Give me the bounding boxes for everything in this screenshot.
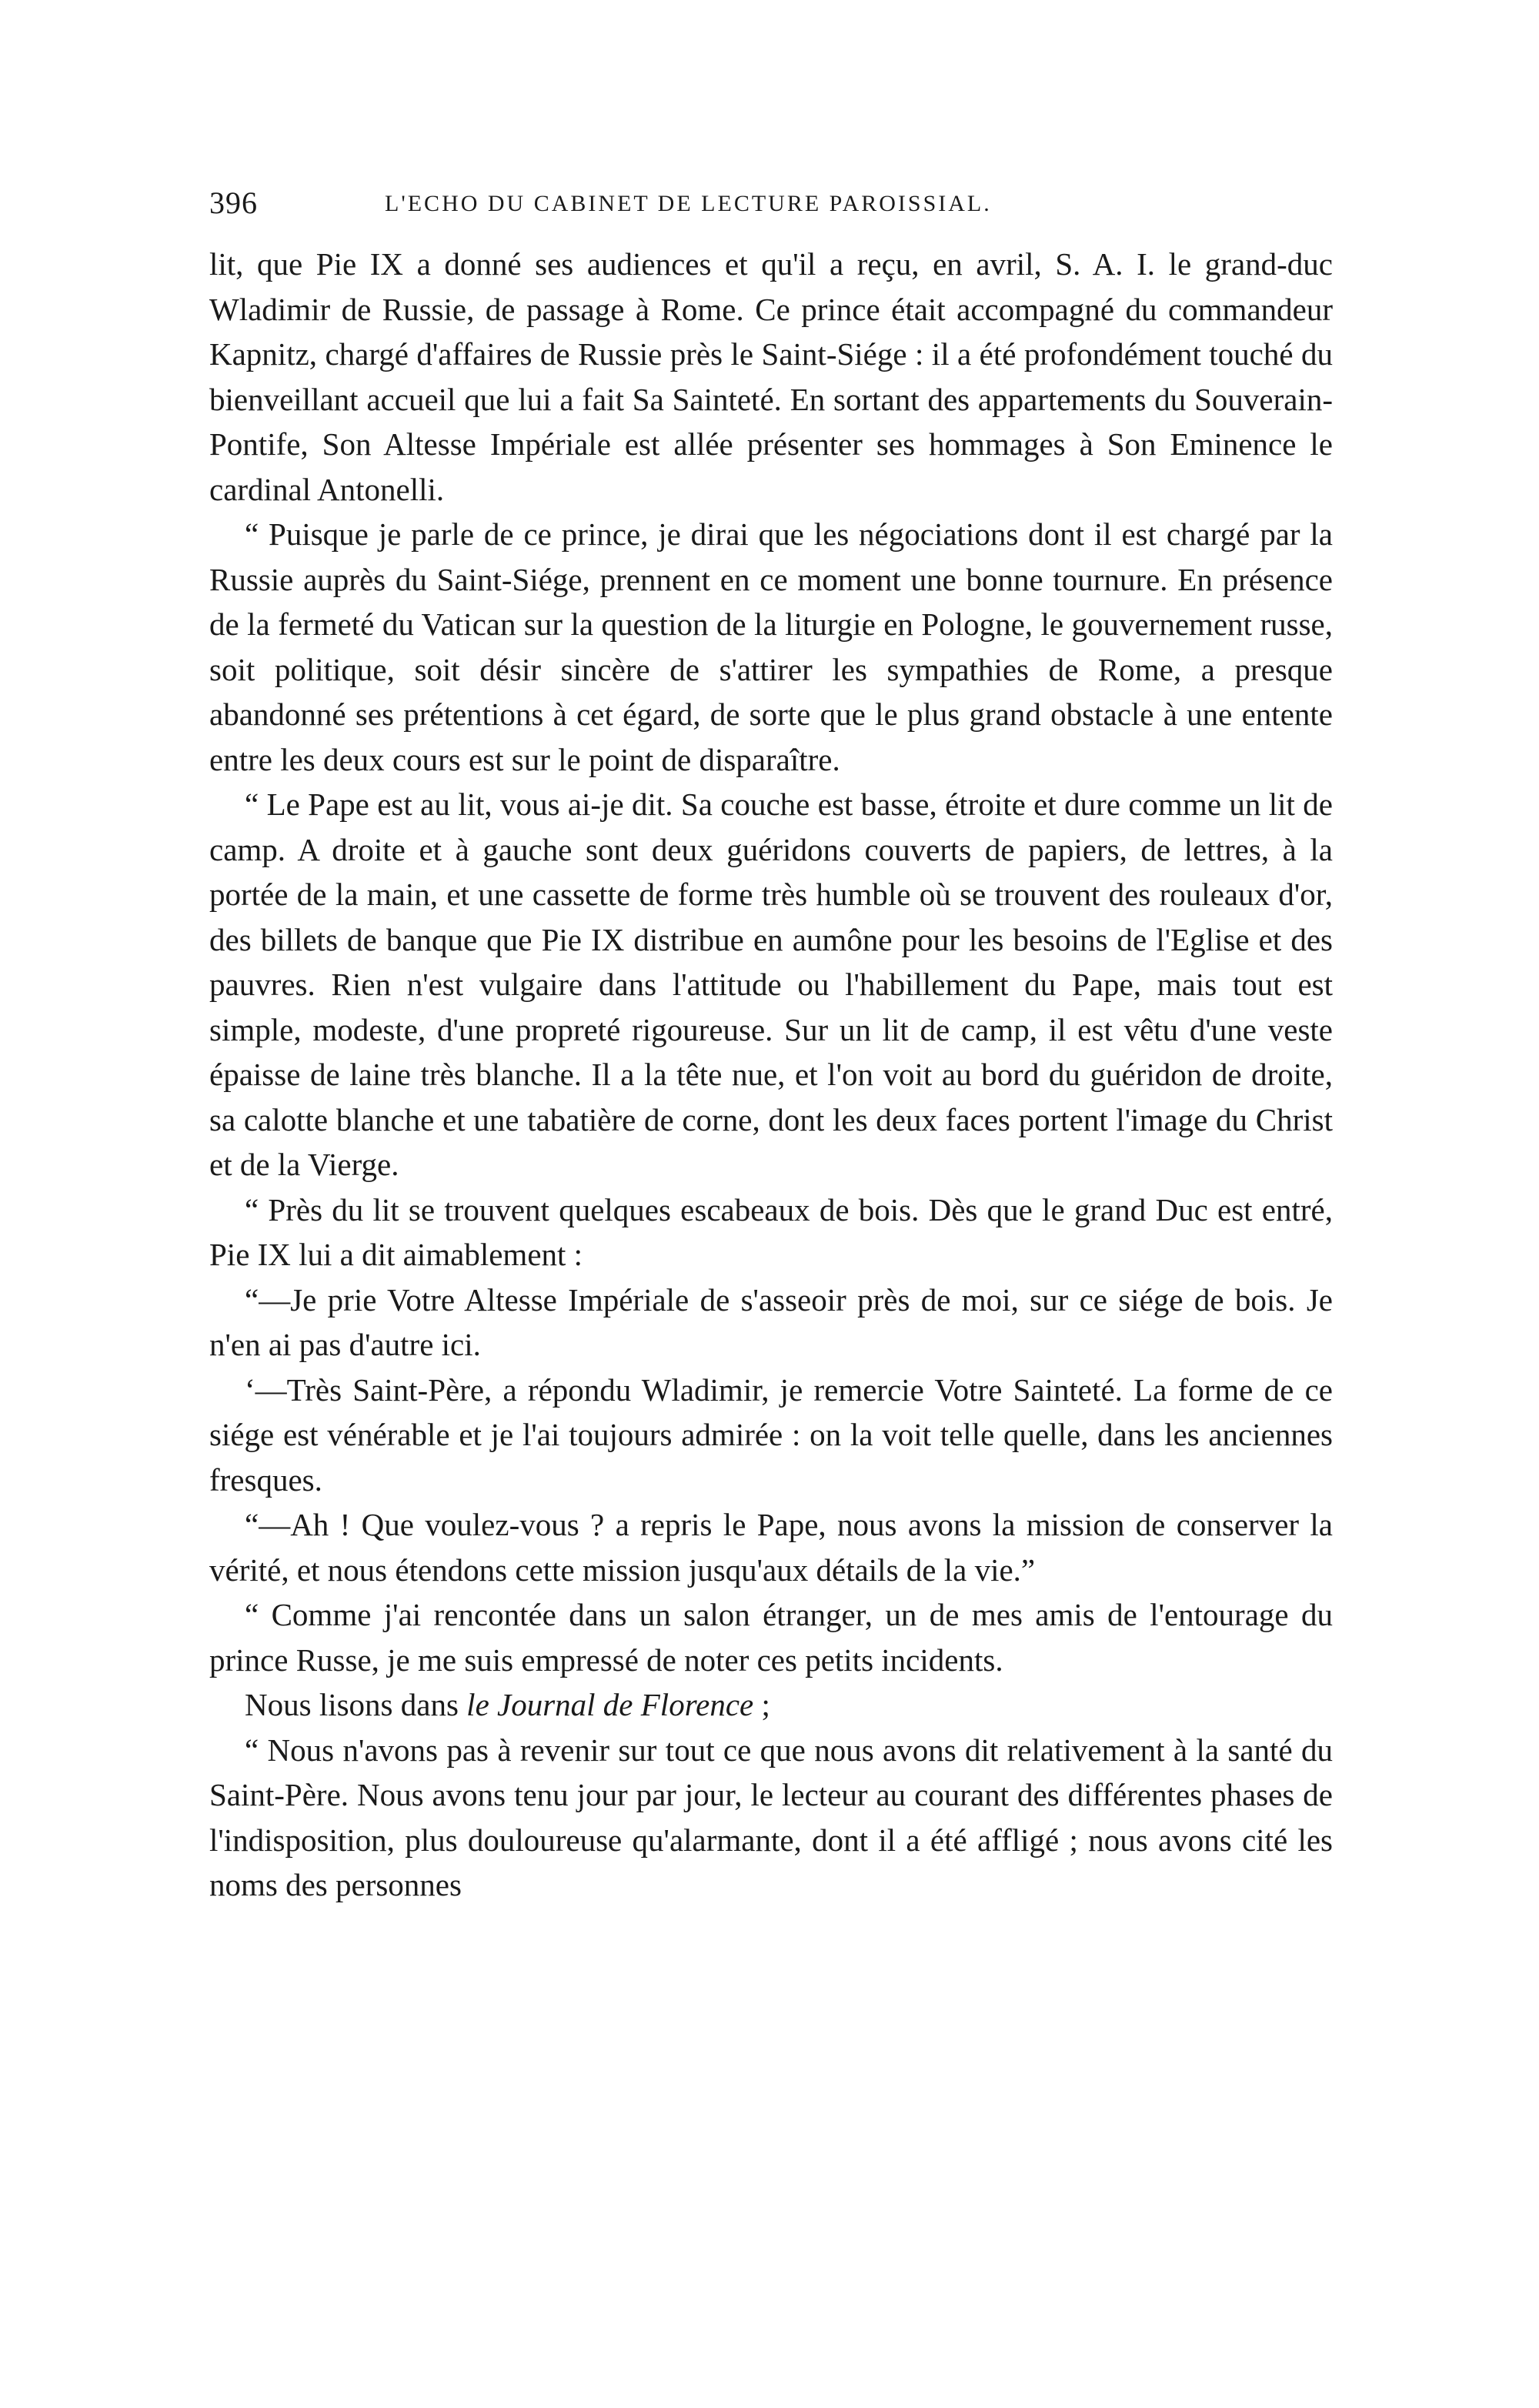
source-intro-text: Nous lisons dans — [245, 1687, 467, 1722]
paragraph: “ Nous n'avons pas à revenir sur tout ce que nous avons dit relativement à la santé du Saint-Père. Nous avons tenu jour par jour, le lecteur au courant des différentes phases de l'indisposition, plus douloureuse qu'alarmante, dont il a été affligé ; nous avons cité les noms des personnes — [209, 1732, 1333, 1902]
document-page — [209, 185, 1333, 1908]
running-head: L'ECHO DU CABINET DE LECTURE PAROISSIAL. — [385, 191, 992, 216]
page-number: 396 — [209, 185, 258, 220]
paragraph: “ Puisque je parle de ce prince, je dirai que les négociations dont il est chargé par la Russie auprès du Saint-Siége, prennent en ce moment une bonne tournure. En présence de la fermeté du Vatican sur la question de la liturgie en Pologne, le gouvernement russe, soit politique, soit désir sincère de s'attirer les sympathies de Rome, a presque abandonné ses prétentions à cet égard, de sorte que le plus grand obstacle à une entente entre les deux cours est sur le point de disparaître. — [209, 516, 1333, 777]
paragraph: “ Comme j'ai rencontée dans un salon étranger, un de mes amis de l'entourage du prince Russe, je me suis empressé de noter ces petits incidents. — [209, 1597, 1333, 1678]
source-intro-punct: ; — [753, 1687, 770, 1722]
paragraph-source-intro — [209, 1682, 1333, 1728]
journal-title: le Journal de Florence — [466, 1687, 754, 1722]
paragraph-dialogue: “—Ah ! Que voulez-vous ? a repris le Pape, nous avons la mission de conserver la vérité, et nous étendons cette mission jusqu'aux détails de la vie.” — [209, 1507, 1333, 1588]
paragraph-continued: lit, que Pie IX a donné ses audiences et qu'il a reçu, en avril, S. A. I. le grand-duc Wladimir de Russie, de passage à Rome. Ce prince était accompagné du commandeur Kapnitz, chargé d'affaires de Russie près le Saint-Siége : il a été profondément touché du bienveillant accueil que lui a fait Sa Sainteté. En sortant des appartements du Souverain-Pontife, Son Altesse Impériale est allée présenter ses hommages à Son Eminence le cardinal Antonelli. — [209, 246, 1333, 507]
paragraph-dialogue: “—Je prie Votre Altesse Impériale de s'asseoir près de moi, sur ce siége de bois. Je n'en ai pas d'autre ici. — [209, 1281, 1333, 1362]
page-header — [209, 185, 1333, 231]
body-text — [209, 242, 1333, 1908]
paragraph: “ Près du lit se trouvent quelques escabeaux de bois. Dès que le grand Duc est entré, Pie IX lui a dit aimablement : — [209, 1191, 1333, 1272]
paragraph-dialogue: ‘—Très Saint-Père, a répondu Wladimir, je remercie Votre Sainteté. La forme de ce siége est vénérable et je l'ai toujours admirée : on la voit telle quelle, dans les anciennes fresques. — [209, 1371, 1333, 1498]
paragraph: “ Le Pape est au lit, vous ai-je dit. Sa couche est basse, étroite et dure comme un lit de camp. A droite et à gauche sont deux guéridons couverts de papiers, de lettres, à la portée de la main, et une cassette de forme très humble où se trouvent des rouleaux d'or, des billets de banque que Pie IX distribue en aumône pour les besoins de l'Eglise et des pauvres. Rien n'est vulgaire dans l'attitude ou l'habillement du Pape, mais tout est simple, modeste, d'une propreté rigoureuse. Sur un lit de camp, il est vêtu d'une veste épaisse de laine très blanche. Il a la tête nue, et l'on voit au bord du guéridon de droite, sa calotte blanche et une tabatière de corne, dont les deux faces portent l'image du Christ et de la Vierge. — [209, 787, 1333, 1182]
